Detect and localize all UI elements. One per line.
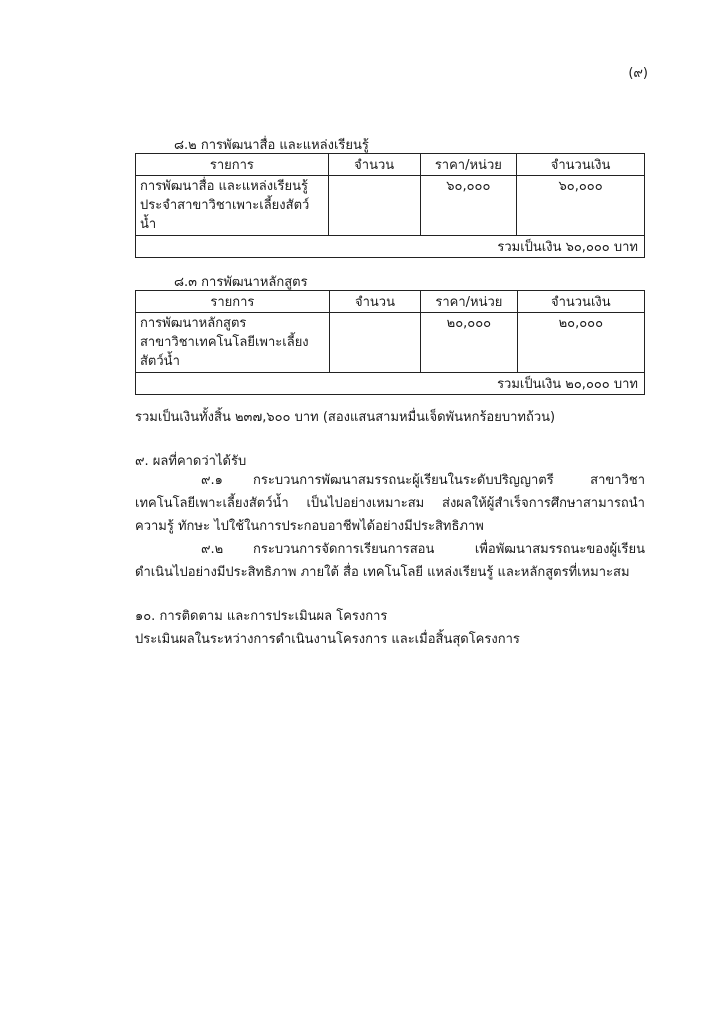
section-8-2-title: ๘.๒ การพัฒนาสื่อ และแหล่งเรียนรู้ xyxy=(174,138,369,153)
item-9-1-number: ๙.๑ xyxy=(201,473,223,488)
header-amount: จำนวนเงิน xyxy=(517,291,644,313)
budget-table-8-2 xyxy=(135,153,645,258)
total-cell: รวมเป็นเงิน ๖๐,๐๐๐ บาท xyxy=(136,236,645,258)
row-item-line1: การพัฒนาสื่อ และแหล่งเรียนรู้ xyxy=(140,179,309,194)
section-10-title: ๑๐. การติดตาม และการประเมินผล โครงการ xyxy=(135,609,388,624)
section-10-text: ประเมินผลในระหว่างการดำเนินงานโครงการ และเมื่อสิ้นสุดโครงการ xyxy=(135,632,520,647)
row-item xyxy=(136,313,330,373)
row-item xyxy=(136,176,329,236)
section-9-title: ๙. ผลที่คาดว่าได้รับ xyxy=(135,454,247,469)
header-item: รายการ xyxy=(136,291,330,313)
table-total-row xyxy=(136,236,645,258)
row-item-line1: การพัฒนาหลักสูตร xyxy=(140,316,247,331)
row-item-line2: ประจำสาขาวิชาเพาะเลี้ยงสัตว์น้ำ xyxy=(140,198,310,232)
header-unit-price: ราคา/หน่วย xyxy=(421,291,517,313)
header-amount: จำนวนเงิน xyxy=(517,154,645,176)
row-quantity xyxy=(328,176,420,236)
row-unit-price: ๖๐,๐๐๐ xyxy=(420,176,517,236)
grand-total: รวมเป็นเงินทั้งสิ้น ๒๓๗,๖๐๐ บาท (สองแสนสามหมื่นเจ็ดพันหกร้อยบาทถ้วน) xyxy=(135,410,556,425)
table-row xyxy=(136,176,645,236)
row-amount: ๒๐,๐๐๐ xyxy=(517,313,644,373)
header-item: รายการ xyxy=(136,154,329,176)
table-header-row xyxy=(136,154,645,176)
header-quantity: จำนวน xyxy=(329,291,420,313)
section-9-2-paragraph xyxy=(135,538,645,584)
table-row xyxy=(136,313,645,373)
budget-table-8-3 xyxy=(135,290,645,395)
row-quantity xyxy=(329,313,420,373)
item-9-2-text: กระบวนการจัดการเรียนการสอน เพื่อพัฒนาสมรรถนะของผู้เรียน ดำเนินไปอย่างมีประสิทธิภาพ ภายใต้ สื่อ เทคโนโลยี แหล่งเรียนรู้ และหลักสูตรที่เหมาะสม xyxy=(135,542,645,580)
row-item-line2: สาขาวิชาเทคโนโลยีเพาะเลี้ยงสัตว์น้ำ xyxy=(140,335,309,369)
row-amount: ๖๐,๐๐๐ xyxy=(517,176,645,236)
section-8-3-title: ๘.๓ การพัฒนาหลักสูตร xyxy=(174,275,308,290)
header-quantity: จำนวน xyxy=(328,154,420,176)
total-cell: รวมเป็นเงิน ๒๐,๐๐๐ บาท xyxy=(136,373,645,395)
row-unit-price: ๒๐,๐๐๐ xyxy=(421,313,517,373)
item-9-2-number: ๙.๒ xyxy=(201,542,224,557)
page-number: (๙) xyxy=(628,66,648,81)
table-header-row xyxy=(136,291,645,313)
section-9-1-paragraph xyxy=(135,469,645,538)
item-9-1-text: กระบวนการพัฒนาสมรรถนะผู้เรียนในระดับปริญญาตรี สาขาวิชาเทคโนโลยีเพาะเลี้ยงสัตว์น้ำ เป็นไปอย่างเหมาะสม ส่งผลให้ผู้สำเร็จการศึกษาสามารถนำความรู้ ทักษะ ไปใช้ในการประกอบอาชีพได้อย่างมีประสิทธิภาพ xyxy=(135,473,645,534)
table-total-row xyxy=(136,373,645,395)
header-unit-price: ราคา/หน่วย xyxy=(420,154,517,176)
